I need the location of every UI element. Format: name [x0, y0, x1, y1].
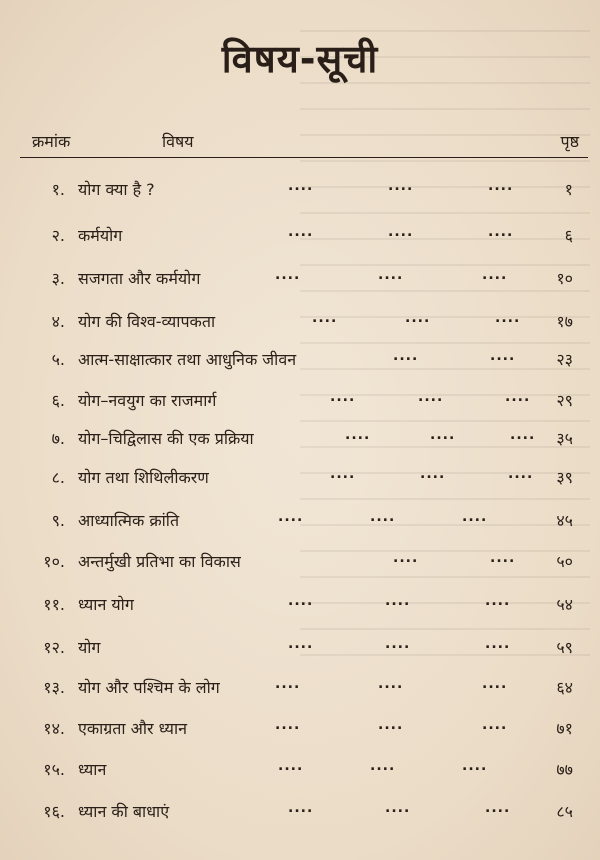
leader-dots: ....: [385, 593, 411, 609]
header-page: पृष्ठ: [560, 132, 579, 151]
header-subject: विषय: [162, 132, 194, 151]
leader-dots: ....: [378, 267, 404, 283]
leader-dots: ....: [490, 348, 516, 364]
entry-number: ४.: [51, 312, 65, 331]
entry-title: सजगता और कर्मयोग: [78, 269, 201, 288]
toc-entry: [0, 636, 600, 662]
entry-number: ७.: [51, 429, 65, 448]
leader-dots: ....: [485, 636, 511, 652]
entry-title: ध्यान योग: [78, 595, 134, 614]
toc-entry: [0, 466, 600, 492]
entry-number: ११.: [43, 595, 65, 614]
entry-number: १२.: [43, 638, 65, 657]
entry-title: अन्तर्मुखी प्रतिभा का विकास: [78, 552, 241, 571]
toc-entry: [0, 676, 600, 702]
entry-number: १०.: [43, 552, 65, 571]
toc-entry: [0, 593, 600, 619]
header-divider: [20, 157, 588, 158]
entry-number: १४.: [43, 719, 65, 738]
toc-entry: [0, 427, 600, 453]
leader-dots: ....: [385, 636, 411, 652]
entry-title: ध्यान: [78, 760, 107, 779]
leader-dots: ....: [378, 717, 404, 733]
entry-title: एकाग्रता और ध्यान: [78, 719, 187, 738]
leader-dots: ....: [393, 348, 419, 364]
entry-number: ८.: [51, 468, 65, 487]
entry-page: १०: [556, 269, 573, 288]
entry-title: ध्यान की बाधाएं: [78, 802, 170, 821]
leader-dots: ....: [482, 267, 508, 283]
entry-page: ६: [564, 226, 573, 245]
toc-entry: [0, 224, 600, 250]
entry-page: १: [564, 180, 573, 199]
leader-dots: ....: [510, 427, 536, 443]
leader-dots: ....: [388, 224, 414, 240]
entry-title: योग: [78, 638, 101, 657]
entry-title: योग की विश्व-व्यापकता: [78, 312, 216, 331]
entry-page: ३९: [556, 468, 573, 487]
toc-entry: [0, 758, 600, 784]
leader-dots: ....: [485, 800, 511, 816]
entry-page: ५०: [556, 552, 573, 571]
leader-dots: ....: [482, 676, 508, 692]
leader-dots: ....: [393, 550, 419, 566]
toc-entry: [0, 509, 600, 535]
leader-dots: ....: [330, 389, 356, 405]
entry-page: २९: [556, 391, 573, 410]
entry-number: ३.: [51, 269, 65, 288]
entry-title: आत्म-साक्षात्कार तथा आधुनिक जीवन: [78, 350, 297, 369]
entry-number: १३.: [43, 678, 65, 697]
leader-dots: ....: [508, 466, 534, 482]
leader-dots: ....: [345, 427, 371, 443]
toc-entry: [0, 389, 600, 415]
leader-dots: ....: [420, 466, 446, 482]
leader-dots: ....: [488, 178, 514, 194]
toc-entry: [0, 178, 600, 204]
entry-page: ८५: [556, 802, 573, 821]
header-serial: क्रमांक: [32, 132, 71, 151]
entry-page: ७७: [556, 760, 573, 779]
entry-title: योग–चिद्विलास की एक प्रक्रिया: [78, 429, 254, 448]
entry-page: ५९: [556, 638, 573, 657]
entry-page: ५४: [556, 595, 573, 614]
entry-number: २.: [51, 226, 65, 245]
entry-number: ९.: [51, 511, 65, 530]
leader-dots: ....: [288, 593, 314, 609]
leader-dots: ....: [378, 676, 404, 692]
entry-page: ४५: [556, 511, 573, 530]
toc-entry: [0, 348, 600, 374]
leader-dots: ....: [278, 509, 304, 525]
leader-dots: ....: [495, 310, 521, 326]
leader-dots: ....: [385, 800, 411, 816]
entry-title: कर्मयोग: [78, 226, 123, 245]
entry-title: योग क्या है ?: [78, 180, 155, 199]
leader-dots: ....: [388, 178, 414, 194]
entry-title: योग–नवयुग का राजमार्ग: [78, 391, 217, 410]
leader-dots: ....: [278, 758, 304, 774]
entry-page: २३: [556, 350, 573, 369]
leader-dots: ....: [488, 224, 514, 240]
leader-dots: ....: [405, 310, 431, 326]
entry-page: ७१: [556, 719, 573, 738]
table-header: [20, 130, 585, 152]
toc-entry: [0, 310, 600, 336]
entry-number: ५.: [51, 350, 65, 369]
leader-dots: ....: [288, 178, 314, 194]
toc-entry: [0, 717, 600, 743]
leader-dots: ....: [312, 310, 338, 326]
leader-dots: ....: [490, 550, 516, 566]
entry-number: १.: [51, 180, 65, 199]
toc-entry: [0, 267, 600, 293]
leader-dots: ....: [275, 717, 301, 733]
entry-page: ६४: [556, 678, 573, 697]
leader-dots: ....: [462, 509, 488, 525]
entry-title: योग और पश्चिम के लोग: [78, 678, 220, 697]
leader-dots: ....: [505, 389, 531, 405]
entry-number: १५.: [43, 760, 65, 779]
entry-page: १७: [556, 312, 573, 331]
entry-title: योग तथा शिथिलीकरण: [78, 468, 209, 487]
leader-dots: ....: [370, 758, 396, 774]
leader-dots: ....: [462, 758, 488, 774]
leader-dots: ....: [275, 676, 301, 692]
leader-dots: ....: [482, 717, 508, 733]
entry-page: ३५: [556, 429, 573, 448]
leader-dots: ....: [330, 466, 356, 482]
entry-number: १६.: [43, 802, 65, 821]
toc-entry: [0, 550, 600, 576]
toc-entry: [0, 800, 600, 826]
leader-dots: ....: [430, 427, 456, 443]
leader-dots: ....: [288, 800, 314, 816]
leader-dots: ....: [370, 509, 396, 525]
leader-dots: ....: [288, 224, 314, 240]
leader-dots: ....: [485, 593, 511, 609]
leader-dots: ....: [288, 636, 314, 652]
entry-title: आध्यात्मिक क्रांति: [78, 511, 180, 530]
entry-number: ६.: [51, 391, 65, 410]
leader-dots: ....: [418, 389, 444, 405]
leader-dots: ....: [275, 267, 301, 283]
page-title: विषय-सूची: [221, 37, 379, 81]
